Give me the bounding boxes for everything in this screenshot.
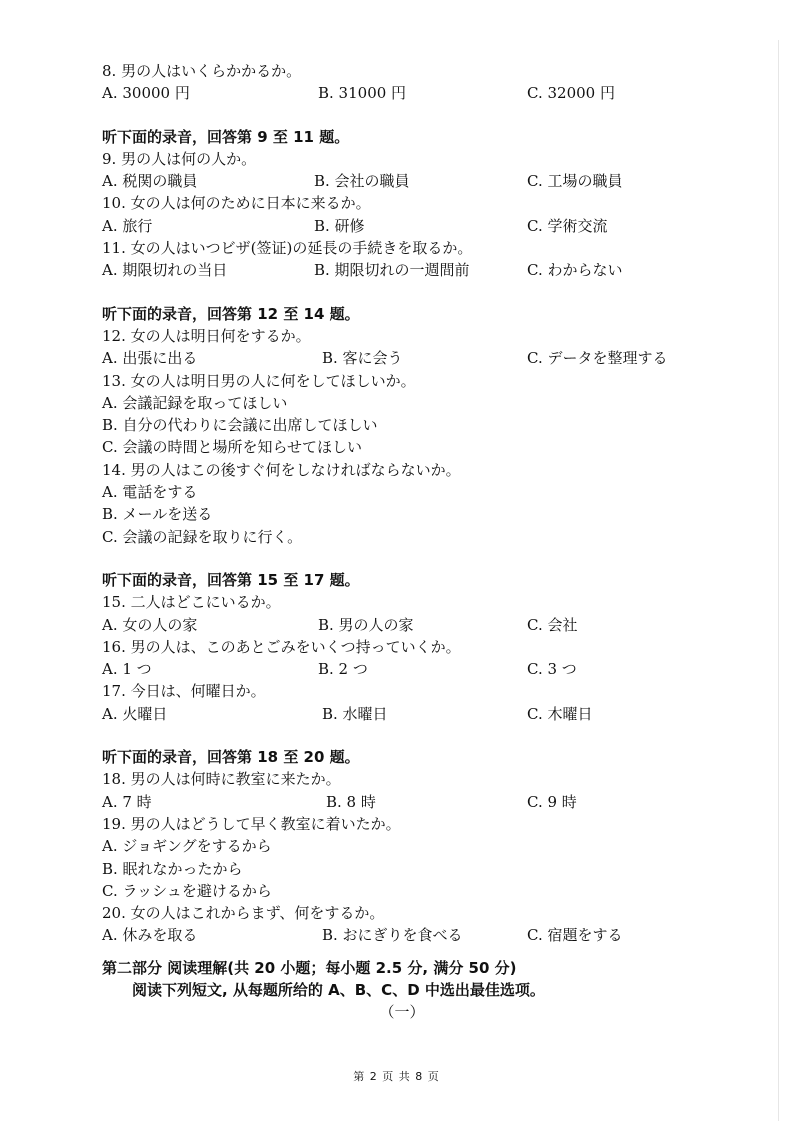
question-11-stem: 11. 女の人はいつビザ(签证)の延長の手続きを取るか。 xyxy=(102,239,473,258)
option-b: B. 期限切れの一週間前 xyxy=(314,261,470,280)
question-15-stem: 15. 二人はどこにいるか。 xyxy=(102,593,281,612)
option-b: B. 研修 xyxy=(314,216,365,235)
option-c: C. 32000 円 xyxy=(527,84,615,103)
question-19-stem: 19. 男の人はどうして早く教室に着いたか。 xyxy=(102,814,401,833)
option-a: A. 女の人の家 xyxy=(102,615,198,634)
exam-content xyxy=(102,60,742,1024)
question-18-options xyxy=(102,791,742,813)
question-12-stem: 12. 女の人は明日何をするか。 xyxy=(102,326,311,345)
question-12-options xyxy=(102,347,742,369)
option-c: C. ラッシュを避けるから xyxy=(102,881,272,900)
question-20-options xyxy=(102,924,742,946)
section-heading-18-20: 听下面的录音，回答第 18 至 20 题。 xyxy=(102,748,360,767)
option-a: A. ジョギングをするから xyxy=(102,837,272,856)
question-17-options xyxy=(102,703,742,725)
page-footer: 第 2 页 共 8 页 xyxy=(353,1070,440,1083)
option-a: A. 休みを取る xyxy=(102,926,198,945)
option-a: A. 1 つ xyxy=(102,660,152,679)
option-c: C. 会議の時間と場所を知らせてほしい xyxy=(102,438,363,457)
part-2-instruction: 阅读下列短文, 从每题所给的 A、B、C、D 中选出最佳选项。 xyxy=(132,980,545,999)
option-b: B. 水曜日 xyxy=(322,704,388,723)
option-a: A. 期限切れの当日 xyxy=(102,261,228,280)
option-b: B. おにぎりを食べる xyxy=(322,926,463,945)
section-heading-15-17: 听下面的录音，回答第 15 至 17 题。 xyxy=(102,570,360,589)
question-20-stem: 20. 女の人はこれからまず、何をするか。 xyxy=(102,904,385,923)
question-9-options xyxy=(102,170,742,192)
option-c: C. データを整理する xyxy=(527,349,668,368)
option-b: B. メールを送る xyxy=(102,505,213,524)
option-b: B. 男の人の家 xyxy=(318,615,414,634)
question-15-options xyxy=(102,614,742,636)
question-11-options xyxy=(102,259,742,281)
question-18-stem: 18. 男の人は何時に教室に来たか。 xyxy=(102,770,341,789)
option-b: B. 自分の代わりに会議に出席してほしい xyxy=(102,416,378,435)
option-a: A. 30000 円 xyxy=(102,84,190,103)
question-9-stem: 9. 男の人は何の人か。 xyxy=(102,149,257,168)
option-b: B. 31000 円 xyxy=(318,84,407,103)
option-c: C. 会議の記録を取りに行く。 xyxy=(102,527,303,546)
option-c: C. 工場の職員 xyxy=(527,172,623,191)
option-c: C. 学術交流 xyxy=(527,216,608,235)
option-c: C. 3 つ xyxy=(527,660,577,679)
question-10-options xyxy=(102,215,742,237)
option-c: C. 9 時 xyxy=(527,792,577,811)
page-edge-line xyxy=(778,40,779,1121)
option-c: C. 会社 xyxy=(527,615,578,634)
option-c: C. わからない xyxy=(527,261,623,280)
question-16-options xyxy=(102,658,742,680)
question-14-stem: 14. 男の人はこの後すぐ何をしなければならないか。 xyxy=(102,460,461,479)
option-a: A. 旅行 xyxy=(102,216,153,235)
question-13-stem: 13. 女の人は明日男の人に何をしてほしいか。 xyxy=(102,371,416,390)
passage-number: （一） xyxy=(379,1003,425,1022)
question-17-stem: 17. 今日は、何曜日か。 xyxy=(102,682,266,701)
option-c: C. 宿題をする xyxy=(527,926,623,945)
option-b: B. 眠れなかったから xyxy=(102,859,243,878)
option-b: B. 会社の職員 xyxy=(314,172,410,191)
question-10-stem: 10. 女の人は何のために日本に来るか。 xyxy=(102,194,371,213)
option-a: A. 会議記録を取ってほしい xyxy=(102,393,288,412)
option-b: B. 2 つ xyxy=(318,660,368,679)
question-8-stem: 8. 男の人はいくらかかるか。 xyxy=(102,62,302,80)
option-a: A. 税関の職員 xyxy=(102,172,198,191)
option-a: A. 電話をする xyxy=(102,483,198,502)
section-heading-9-11: 听下面的录音，回答第 9 至 11 题。 xyxy=(102,127,350,146)
option-b: B. 8 時 xyxy=(326,792,376,811)
question-16-stem: 16. 男の人は、このあとごみをいくつ持っていくか。 xyxy=(102,637,461,656)
part-2-title: 第二部分 阅读理解(共 20 小题；每小题 2.5 分, 满分 50 分) xyxy=(102,958,517,977)
question-8-options xyxy=(102,82,742,104)
option-b: B. 客に会う xyxy=(322,349,403,368)
section-heading-12-14: 听下面的录音，回答第 12 至 14 题。 xyxy=(102,304,360,323)
option-a: A. 火曜日 xyxy=(102,704,168,723)
option-a: A. 7 時 xyxy=(102,792,152,811)
option-c: C. 木曜日 xyxy=(527,704,593,723)
option-a: A. 出張に出る xyxy=(102,349,198,368)
